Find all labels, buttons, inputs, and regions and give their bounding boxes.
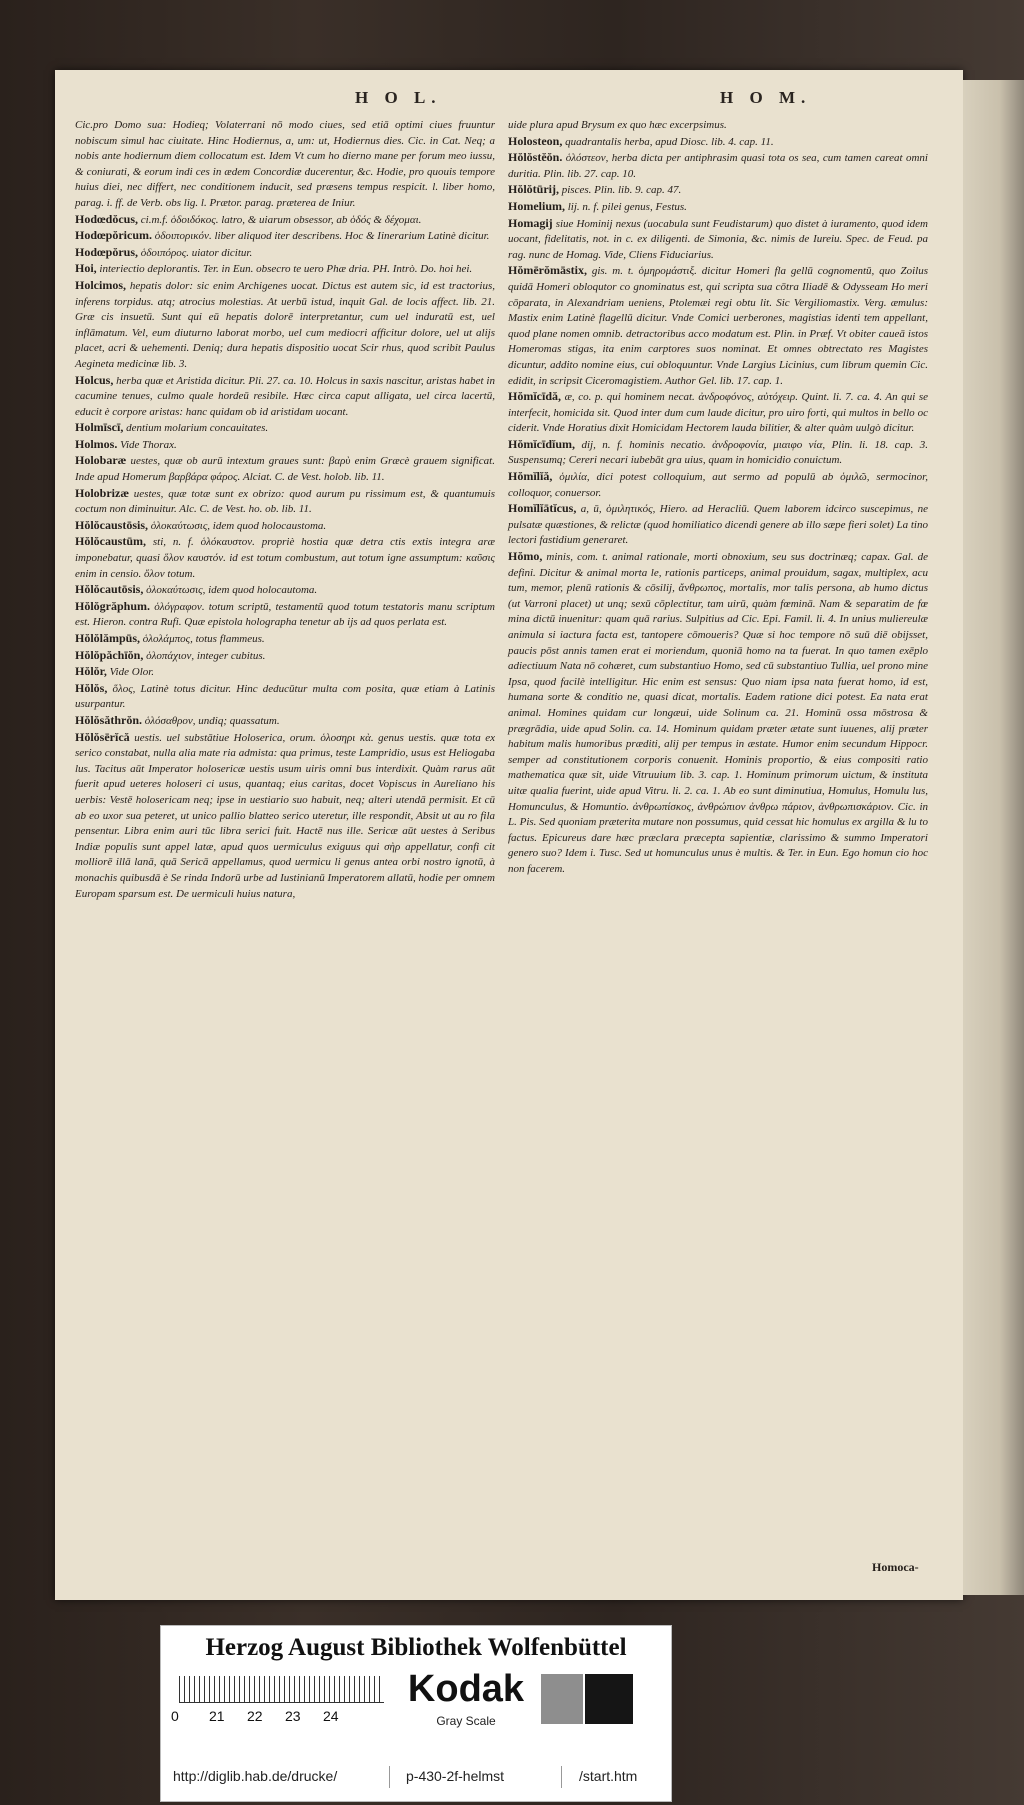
dictionary-entry xyxy=(75,648,495,665)
entry-lemma: Hŏmērŏmāstix, xyxy=(508,263,587,278)
dictionary-entry xyxy=(508,469,928,501)
entry-lemma: Hodœdŏcus, xyxy=(75,211,139,226)
entry-lemma: Homĭlĭātĭcus, xyxy=(508,501,577,516)
dictionary-entry xyxy=(75,420,495,437)
entry-lemma: Hŏlŏs, xyxy=(75,680,108,695)
entry-text: sti, n. f. ὁλόκαυστον. propriè hostia quæ detra ctis extis integra aræ imponebatur, quasi ὅλον καυστόν. id est totum combustum, aut totum igne assumptum: καῦσις enim in censio. ὅλον totum. xyxy=(75,536,495,580)
dictionary-entry xyxy=(75,599,495,631)
dictionary-entry xyxy=(508,150,928,182)
dictionary-entry xyxy=(75,118,495,212)
entry-text: uide plura apud Brysum ex quo hæc excerpsimus. xyxy=(508,119,727,131)
start-page-path[interactable]: /start.htm xyxy=(579,1768,638,1784)
entry-lemma: Holmīscī, xyxy=(75,420,124,435)
entry-text: interiectio deplorantis. Ter. in Eun. obsecro te uero Phæ dria. PH. Intrò. Do. hoi hei. xyxy=(96,263,473,276)
dictionary-entry xyxy=(75,582,495,599)
dictionary-entry xyxy=(508,437,928,469)
dictionary-entry xyxy=(75,212,495,229)
dictionary-entry xyxy=(75,631,495,648)
entry-text: ὁλολάμπος, totus flammeus. xyxy=(140,633,265,645)
entry-text: ὁμιλία, dici potest colloquium, aut sermo ad populū ab ὁμιλῶ, sermocinor, colloquor, conuersor. xyxy=(508,471,928,499)
dictionary-entry xyxy=(75,373,495,421)
entry-text: ὁλοκαύτωσις, idem quod holocaustoma. xyxy=(148,519,327,532)
dictionary-entry xyxy=(508,263,928,389)
entry-text: ὁλόστεον, herba dicta per antiphrasim quasi tota os sea, cum tamen careat omni duritia. Plin. lib. 27. cap. 10. xyxy=(508,152,928,180)
entry-text: Vide Olor. xyxy=(106,666,155,679)
entry-lemma: Holmos. xyxy=(75,436,118,451)
entry-lemma: Hŏlŏcaustūm, xyxy=(75,534,147,549)
entry-lemma: Hŏmĭcīdă, xyxy=(508,389,561,404)
entry-text: minis, com. t. animal rationale, morti obnoxium, seu sus doctrinæq; capax. Gal. de defini. Dicitur & animal morta le, rationis particeps, animal prouidum, sagax, multiplex, acu tum, memor, plenū rationis & cōsilij, ἄνθρωπος, mortalis, mor talis persona, ab humo dictus (ut Varroni placet) ut unq; sexū cōplectitur, tam uirū, quàm fœminā. Nam & separatim de fœ mina dictū inuenitur: quam quā rarius. Sulpitius ad Cic. Epi. Famil. li. 4. In unius muliereulæ animula si iactura facta est, tantopere cōmoueris? Quæ si hoc tempore nō suū diē obijsset, paucis pōst annis tamen erat ei moriendum, quoniā homo na ta fuerat. In quo tamen exēplo adiectiuum Nata nō cohæret, cum substantiuo Homo, sed cū substantiuo Tullia, uel prono mine Ipsa, quod facilè intelligitur. Hic enim est sensus: Quo niam ipsa nata fuerat homo, id est, humana sorte & conditio ne, quasi dicat, mortalis. Eadem ratione dici potest. Ea nata erat animal. Homines quidam cur longæui, uide Solinum ca. 21. Hominū ossa mōstrosa & prægrādia, uide apud Solin. ca. 14. Hominum quidam præter ætate sunt iuuenes, alij præter habitum malis humoribus præditi, alij per tempus in æstate. Humor enim secundum Hippocr. semper ad constitutionem corporis conuenit. Hominis proportio, & eius compositi ratio mathematica quæ sit, uide Vitruuium lib. 3. cap. 1. Hominum primorum uictum, & instituta uitæ qualia fuerint, uide apud Vitru. li. 2. ca. 1. Ab eo sunt diminutiua, Homulus, Homulu lus, Homunculus, & Homuntio. ἀνθρωπίσκος, ἀνθρώπιον ἀνθρω πάριον, ἀνθρωπισκάριον. Cic. in L. Pis. Sed quoniam præterita mutare non possumus, quid cessat hic homulus ex argilla & lu to factus. Epicureus dare hæc præclara præcepta sapientiæ, clarissimo & summo Imperatori genero suo? Idem i. Tusc. Sed ut homunculus unus è multis. & Ter. in Eun. Ego homun cio hoc non facerem. xyxy=(508,551,928,875)
dictionary-entry xyxy=(75,228,495,245)
dictionary-entry xyxy=(508,501,928,549)
entry-lemma: Holobaræ xyxy=(75,453,127,468)
entry-lemma: Holosteon, xyxy=(508,133,563,148)
dictionary-entry xyxy=(75,261,495,278)
dictionary-entry xyxy=(75,730,495,903)
entry-text: siue Hominij nexus (uocabula sunt Feudistarum) quo distet à iuramento, quod idem uocant, fidelitatis, not. in c. ex diligenti. de Simonia, &c. nimis de Iureiu. Spec. de Feud. pa rag. nunc de Homag. Vide, Cliens Fiduciarius. xyxy=(508,217,928,261)
ruler-number: 22 xyxy=(247,1708,263,1724)
running-head-left: H O L. xyxy=(355,88,442,107)
dictionary-entry xyxy=(75,534,495,582)
entry-lemma: Hodœpŏricum. xyxy=(75,228,153,243)
black-patch xyxy=(585,1674,633,1724)
entry-lemma: Hodœpŏrus, xyxy=(75,244,139,259)
entry-text: pisces. Plin. lib. 9. cap. 47. xyxy=(559,184,682,197)
entry-text: uestes, quæ ob aurū intextum graues sunt: βαρὺ enim Græcè grauem significat. Inde apud Homerum βαρβάρα φάρος. Alciat. C. de Vest. holob. lib. 11. xyxy=(75,455,495,484)
item-identifier: p-430-2f-helmst xyxy=(406,1768,505,1784)
footer-divider xyxy=(561,1766,562,1788)
kodak-logo: Kodak xyxy=(407,1668,525,1710)
entry-lemma: Hŏlŏcaustōsis, xyxy=(75,517,149,532)
ruler-number: 23 xyxy=(285,1708,301,1724)
library-name: Herzog August Bibliothek Wolfenbüttel xyxy=(205,1634,627,1661)
entry-text: hepatis dolor: sic enim Archigenes uocat. Dictus est autem sic, id est tractorius, inferens torpidus. atq; atrocius molestias. At uerbū istud, inquit Gal. de locis affect. lib. 21. Græ cis insuetū. Sunt qui eū hepatis dolorē interpretantur, cum uel induratū est, uel inflāmatum. Vel, eum diuturno laborat morbo, uel cum mediocri afficitur dolore, uel ut alijs placet, acri & uehementi. Deniq; dura hepatis dispositio uocat Scir rhus, quod scribit Paulus Aegineta medicinæ lib. 3. xyxy=(75,279,495,370)
dictionary-entry xyxy=(75,518,495,535)
entry-lemma: Hŏlŏr, xyxy=(75,664,107,679)
dictionary-entry xyxy=(75,245,495,262)
label-footer xyxy=(161,1764,671,1794)
right-column xyxy=(508,118,928,878)
entry-text: gis. m. t. ὁμηρομάστιξ. dicitur Homeri fla gellū cognomentū, quo Zoilus quidā Homeri obloqutor co gnominatus est, qui scripta sua cōtra Iliadē & Odysseam Ho meri cōparata, in Alexandriam ueniens, Ptolemæi regi obtu lit. Sic Vergiliomastix. Verg. æmulus: Mastix enim Latinè flagellū dicitur. Vnde Comici uerberones, magistias identi tem appellant, quod plane nomen omnib. detractoribus acco modatum est. Plin. in Præf. Vt obiter caueā istos Homeromas stigas, ita enim carptores suos nominat. Et omnes obtrectato res Magistes dicuntur, addito nomine eius, cui obloquuntur. Vnde Largius Licinius, cum librum quemin Cic. edidit, in scripsit Ciceromagistiem. Author Gel. lib. 17. cap. 1. xyxy=(508,265,928,387)
dictionary-entry xyxy=(75,713,495,730)
entry-text: dij, n. f. hominis necatio. ἀνδροφονία, μιαιφο νία, Plin. li. 18. cap. 3. Suspensumq; Cereri necari iubebāt gra uius, quam in homicidio conuictum. xyxy=(508,438,928,467)
entry-lemma: Hŏmo, xyxy=(508,549,543,564)
footer-divider xyxy=(389,1766,390,1788)
entry-text: Cic.pro Domo sua: Hodieq; Volaterrani nō modo ciues, sed etiā optimi ciues fruuntur nobiscum simul hac ciuitate. Hinc Hodiernus, a, um: ut, Hodiernus dies. Cic. in Cat. Neq; a nobis ante hodiernum diem collocatum est. Idem Vt cum ho dierno mane per forum meo iussu, & coniurati, & eorum indi ces in ædem Concordiæ ducerentur, &c. Hodie, pro quouis tempore huius diei, nec differt, nec conditionem inducit, sed præsens tempus respicit. l. liber homo, parag. i. ff. de Verb. obs lig. l. Prætor. parag. præterea de Iniur. xyxy=(75,119,495,209)
dictionary-entry xyxy=(75,437,495,454)
entry-lemma: Homagij xyxy=(508,215,553,230)
entry-text: ὁλοπάχιον, integer cubitus. xyxy=(143,649,266,662)
entry-lemma: Holobrizæ xyxy=(75,485,129,500)
dictionary-entry xyxy=(508,216,928,264)
entry-text: ὁδοιπόρος. uiator dicitur. xyxy=(138,246,253,259)
entry-lemma: Hŏlŏcautōsis, xyxy=(75,582,144,597)
next-page-edge xyxy=(963,80,1024,1595)
dictionary-entry xyxy=(508,118,928,134)
entry-text: ὁλόσαθρον, undiq; quassatum. xyxy=(142,714,280,727)
entry-text: ὅλος, Latinè totus dicitur. Hinc deducūtur multa com posita, quæ etiam à Latinis usurpantur. xyxy=(75,682,495,711)
entry-lemma: Hŏlŏgrăphum. xyxy=(75,598,151,613)
ruler-number: 24 xyxy=(323,1708,339,1724)
entry-lemma: Hŏlŏtūrij, xyxy=(508,182,559,197)
entry-lemma: Holcus, xyxy=(75,372,114,387)
digital-library-url[interactable]: http://diglib.hab.de/drucke/ xyxy=(173,1768,338,1784)
entry-text: quadrantalis herba, apud Diosc. lib. 4. cap. 11. xyxy=(562,135,774,148)
ruler-number: 21 xyxy=(209,1708,225,1724)
entry-text: a, ū, ὁμιλητικός, Hiero. ad Heracliū. Quem laborem idcirco suscepimus, ne pulsatæ quæstiones, & relictæ (quod homiliatico dicendi genere ab illo sæpe fieri solet) La tino lectori fastidium generaret. xyxy=(508,503,928,547)
scale-ruler xyxy=(179,1676,384,1703)
ruler-number: 0 xyxy=(171,1708,179,1724)
dictionary-entry xyxy=(508,549,928,877)
entry-text: lij. n. f. pilei genus, Festus. xyxy=(565,200,687,213)
gray-scale-caption: Gray Scale xyxy=(436,1714,496,1728)
entry-text: herba quæ et Aristida dicitur. Pli. 27. ca. 10. Holcus in saxis nascitur, aristas habet in cacumine tenues, culmo quale hordeū resibile. Hæc circa caput alligata, uel circa lacertū, educit è corpore aristas: hanc quidam ob id aristidam uocant. xyxy=(75,374,495,418)
entry-text: uestis. uel substātiue Holoserica, orum. ὁλοσηρι κὰ. genus uestis. quæ tota ex serico constabat, nulla alia mate ria admista: qua primus, teste Lampridio, usus est Heliogaba lus. Tacitus aūt Imperator holosericæ uestis usum uiris omni bus interdixit. Quàm rarus aūt fuerit apud ueteres holoseri ci usus, quantaq; eius caritas, docet Vopiscus in Aureliano his uerbis: Vestē holosericam neq; ipse in uestiario suo habuit, neq; alteri utendā permisit. Et cū ab eo uxor sua peteret, ut unico pallio blatteo serico uteretur, ille respondit, Absit ut au ro fila pensentur. Libra enim auri tūc libra serici fuit. Hactē nus ille. Sericæ aūt uestes à Seribus Indiæ populis sunt appel latæ, apud quos uermiculus exiguus qui σὴρ appellatur, confi cit molliorē illā lanā, quā Sericā appellamus, quod uermicu li genus antea orbi nostro ignotū, à monachis quibusdā è Se rinda Indorū urbe ad Iustinianū Imperatorem allatū, hodie per omnem Europam sparsum est. De uermiculi huius natura, xyxy=(75,731,495,900)
catchword: Homoca- xyxy=(872,1560,919,1574)
entry-lemma: Hoi, xyxy=(75,261,97,276)
entry-lemma: Hŏmĭlĭă, xyxy=(508,469,553,484)
dictionary-entry xyxy=(508,389,928,437)
entry-text: ὁδοιπορικόν. liber aliquod iter describens. Hoc & Iinerarium Latinè dicitur. xyxy=(152,230,490,243)
entry-lemma: Hŏmĭcīdĭum, xyxy=(508,436,576,451)
entry-lemma: Hŏlŏstĕŏn. xyxy=(508,150,563,165)
gray-patch xyxy=(541,1674,583,1724)
dictionary-entry xyxy=(75,453,495,485)
library-label xyxy=(160,1625,672,1802)
left-column xyxy=(75,118,495,902)
entry-text: Vide Thorax. xyxy=(117,438,177,451)
entry-text: uestes, quæ totæ sunt ex obrizo: quod aurum pu rissimum est, & quantumuis coctum non diminuitur. Alc. C. de Vest. ho. ob. lib. 11. xyxy=(75,487,495,516)
entry-text: æ, co. p. qui hominem necat. ἀνδροφόνος, αὐτόχειρ. Quint. li. 7. ca. 4. An qui se interfecit, homicida sit. Quod inter dum cum laude dicitur, pro uiro forti, qui multos in bello oc ciderit. Vnde Horatius dixit Homicidam Hectorem lauda bilitier, & alter quàm uulgò dicitur. xyxy=(508,391,928,435)
dictionary-entry xyxy=(508,199,928,216)
entry-lemma: Homelium, xyxy=(508,198,565,213)
dictionary-entry xyxy=(75,664,495,681)
dictionary-entry xyxy=(75,278,495,373)
entry-text: ὁλόγραφον. totum scriptū, testamentū quod totum testatoris manu scriptum est. Hieron. contra Rufi. Quæ epistola holographa tenetur ab ijs ad quos perlata est. xyxy=(75,600,495,629)
entry-lemma: Holcimos, xyxy=(75,277,126,292)
dictionary-entry xyxy=(508,134,928,151)
running-head-right: H O M. xyxy=(720,88,812,107)
entry-lemma: Hŏlŏsăthrŏn. xyxy=(75,712,143,727)
dictionary-entry xyxy=(508,182,928,199)
entry-lemma: Hŏlŏlămpūs, xyxy=(75,631,141,645)
ruler-numbers xyxy=(171,1708,411,1724)
entry-lemma: Hŏlŏsērĭcă xyxy=(75,729,130,744)
entry-text: ὁλοκαύτωσις, idem quod holocautoma. xyxy=(143,584,318,597)
dictionary-entry xyxy=(75,486,495,518)
entry-lemma: Hŏlŏpăchīŏn, xyxy=(75,647,144,662)
entry-text: ci.m.f. ὁδοιδόκος. latro, & uiarum obsessor, ab ὁδός & δέχομαι. xyxy=(138,213,422,226)
dictionary-entry xyxy=(75,681,495,713)
entry-text: dentium molarium concauitates. xyxy=(123,422,269,435)
